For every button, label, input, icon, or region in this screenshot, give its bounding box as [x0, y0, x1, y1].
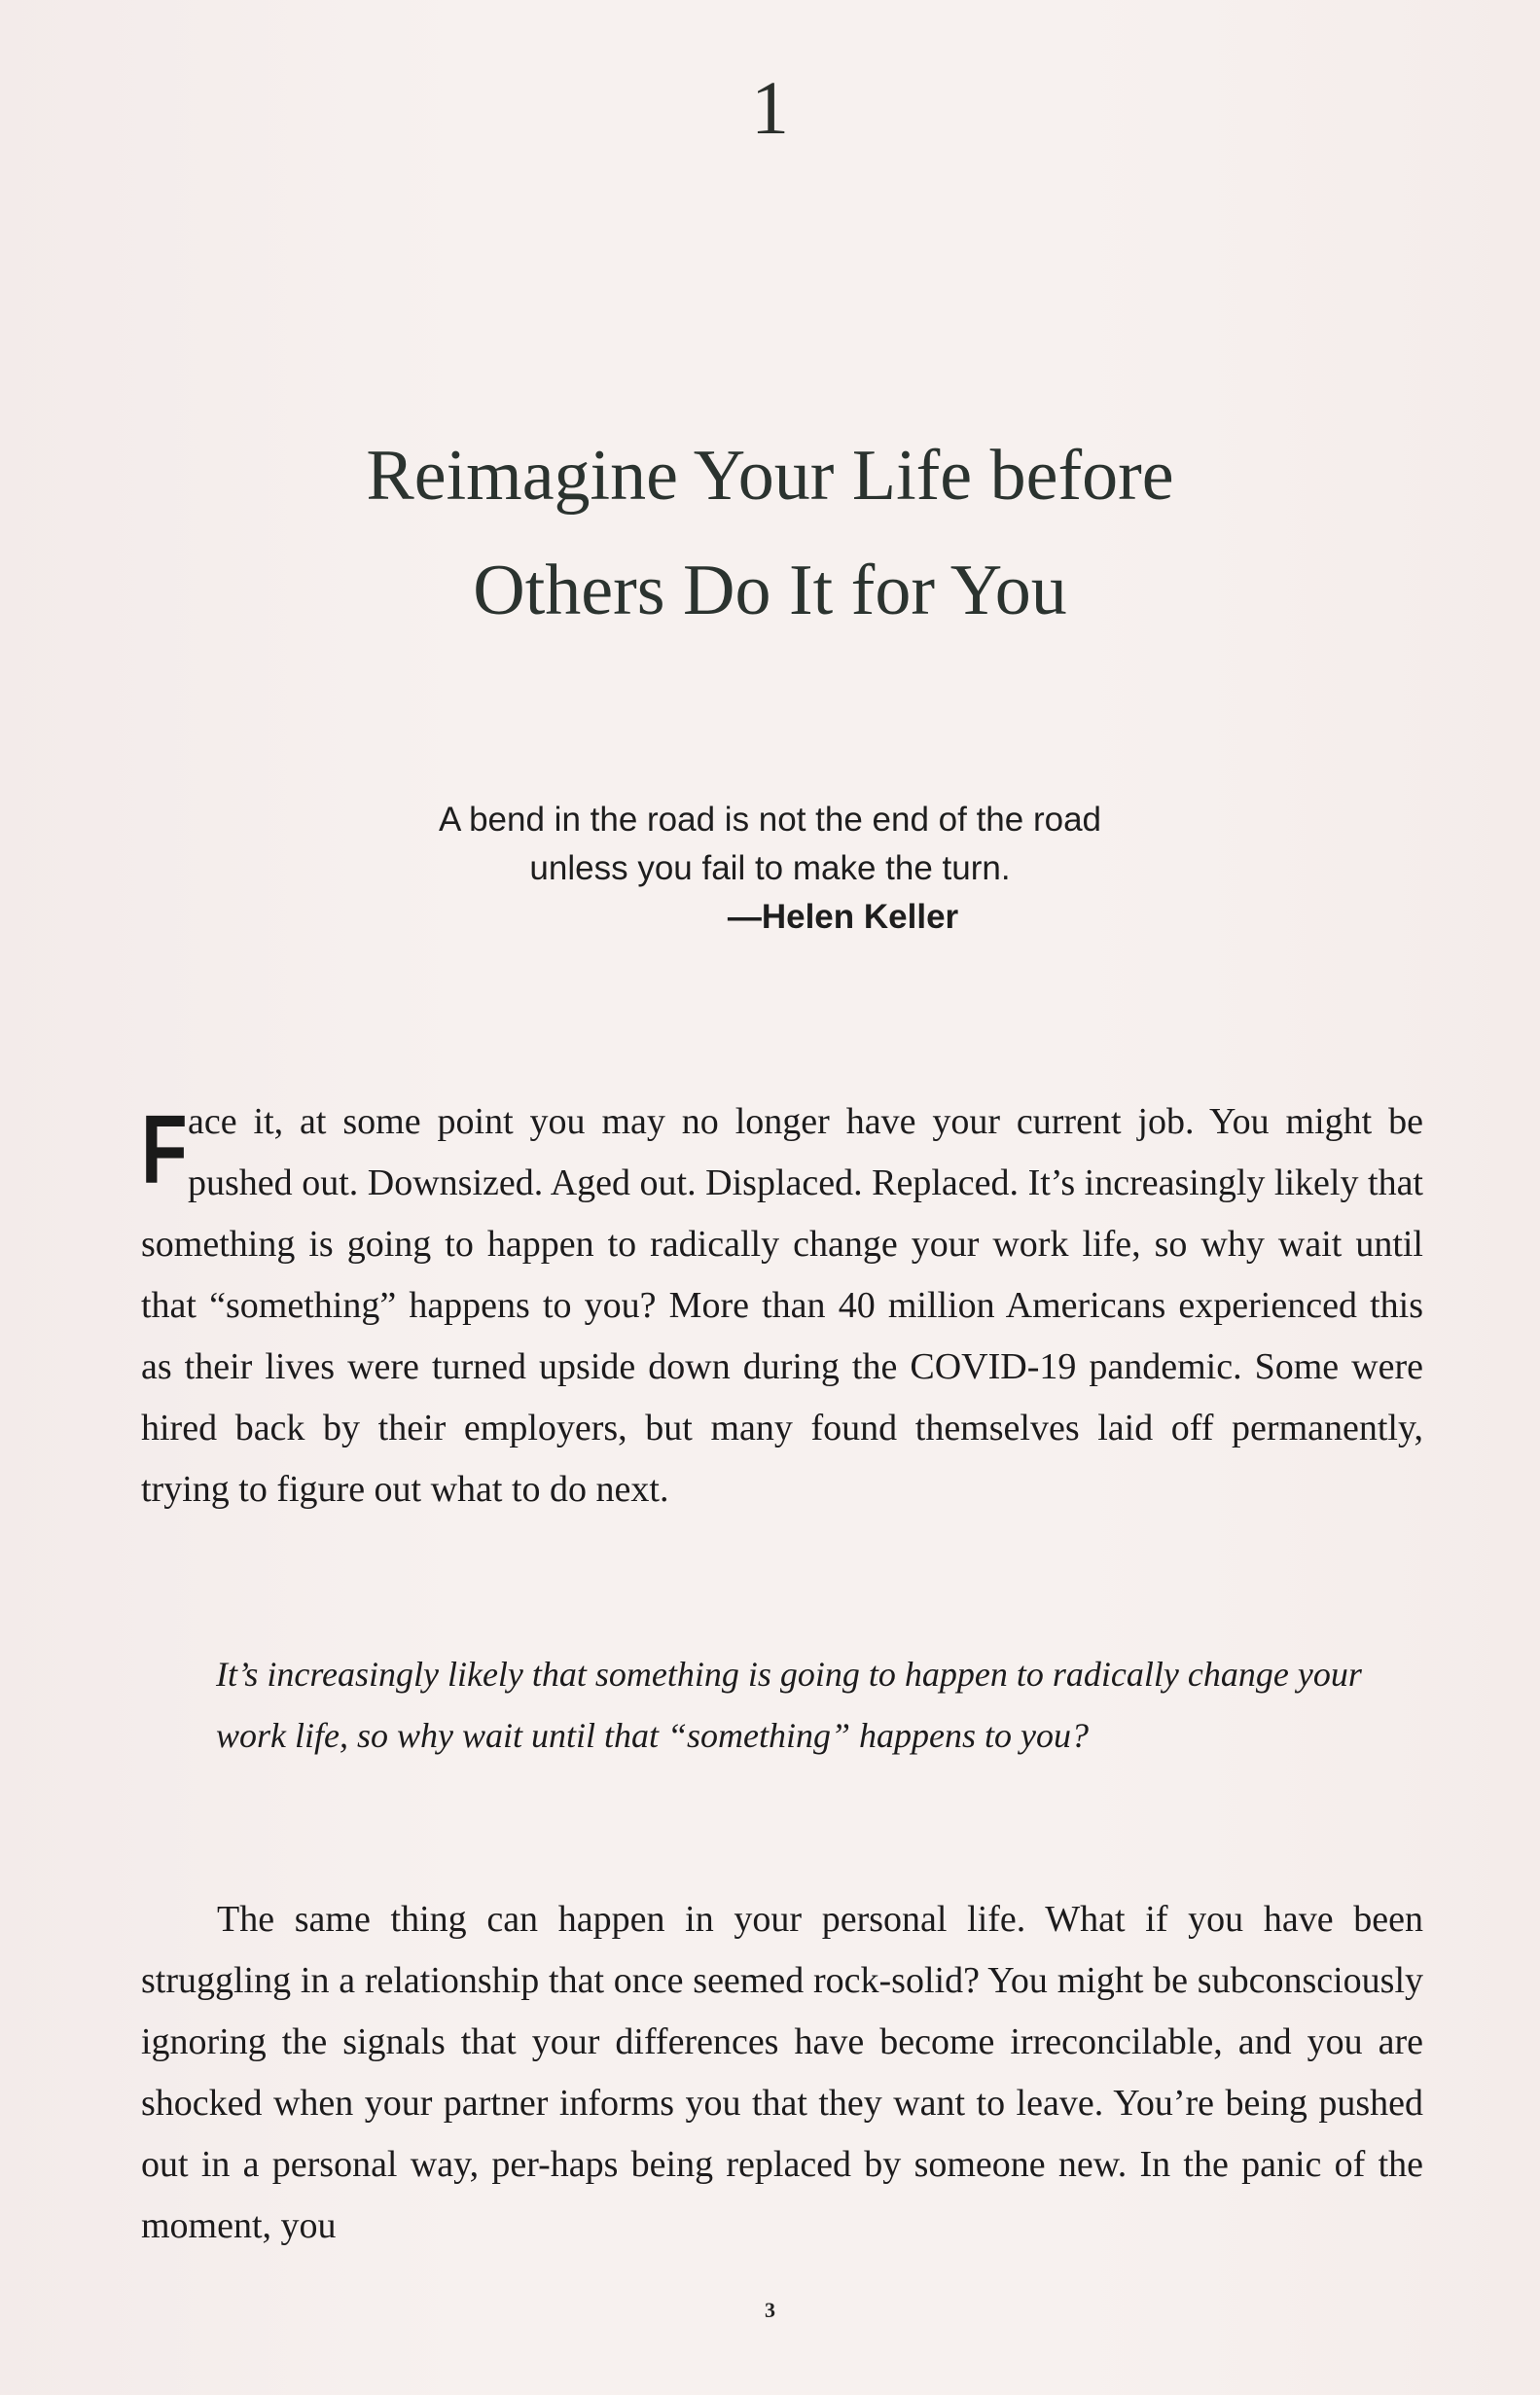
chapter-title — [195, 418, 1345, 648]
epigraph-line-1: A bend in the road is not the end of the road — [438, 801, 1102, 839]
paragraph-1-text: ace it, at some point you may no longer have your current job. You might be pushed out. Downsized. Aged out. Displaced. Replaced. It’s increasingly likely that something is going to happen to radically change your work life, so why wait until that “something” happens to you? More than 40 million Americans experienced this as their lives were turned upside down during the COVID-19 pandemic. Some were hired back by their employers, but many found themselves laid off permanently, trying to figure out what to do next. — [141, 1101, 1423, 1510]
page-number: 3 — [765, 2298, 775, 2322]
epigraph-line-2: unless you fail to make the turn. — [529, 849, 1011, 887]
chapter-number: 1 — [751, 65, 789, 150]
epigraph — [0, 796, 1540, 942]
body-paragraph-1 — [141, 1091, 1423, 1520]
chapter-title-line-2: Others Do It for You — [473, 551, 1067, 630]
body-paragraph-2: The same thing can happen in your personal life. What if you have been struggling in a relationship that once seemed rock-solid? You might be subconsciously ignoring the signals that your differences have become irreconcilable, and you are shocked when your partner informs you that they want to leave. You’re being pushed out in a personal way, per-haps being replaced by someone new. In the panic of the moment, you — [141, 1899, 1423, 2246]
pull-quote: It’s increasingly likely that something is going to happen to radically change your work life, so why wait until that “something” happens to you? — [216, 1655, 1362, 1755]
chapter-title-line-1: Reimagine Your Life before — [366, 436, 1174, 516]
epigraph-attribution: —Helen Keller — [727, 898, 959, 936]
drop-cap: F — [141, 1095, 188, 1204]
